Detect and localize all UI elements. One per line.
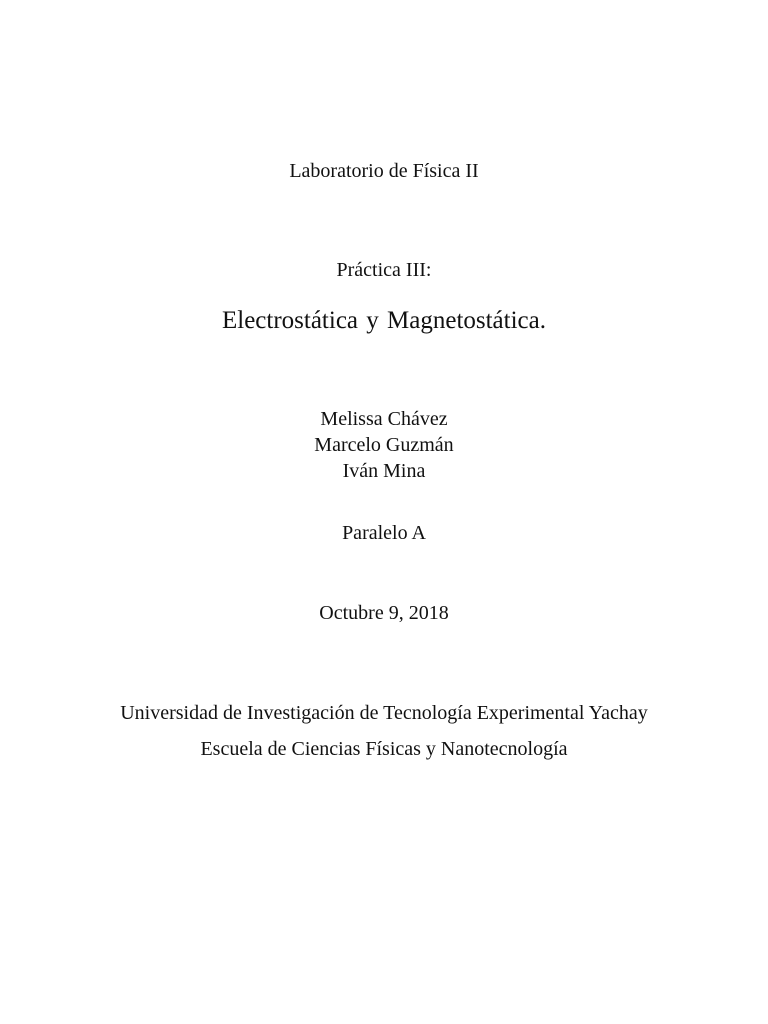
author-name: Melissa Chávez bbox=[320, 408, 448, 430]
practice-label: Práctica III: bbox=[336, 259, 432, 281]
report-date: Octubre 9, 2018 bbox=[319, 602, 449, 624]
report-title: Electrostática y Magnetostática. bbox=[221, 307, 546, 334]
author-name: Marcelo Guzmán bbox=[314, 434, 454, 456]
university-name: Universidad de Investigación de Tecnología Experimental Yachay bbox=[120, 702, 648, 724]
author-name: Iván Mina bbox=[342, 460, 426, 482]
school-name: Escuela de Ciencias Físicas y Nanotecnología bbox=[200, 738, 568, 760]
course-name: Laboratorio de Física II bbox=[289, 160, 479, 182]
class-section: Paralelo A bbox=[342, 522, 426, 544]
